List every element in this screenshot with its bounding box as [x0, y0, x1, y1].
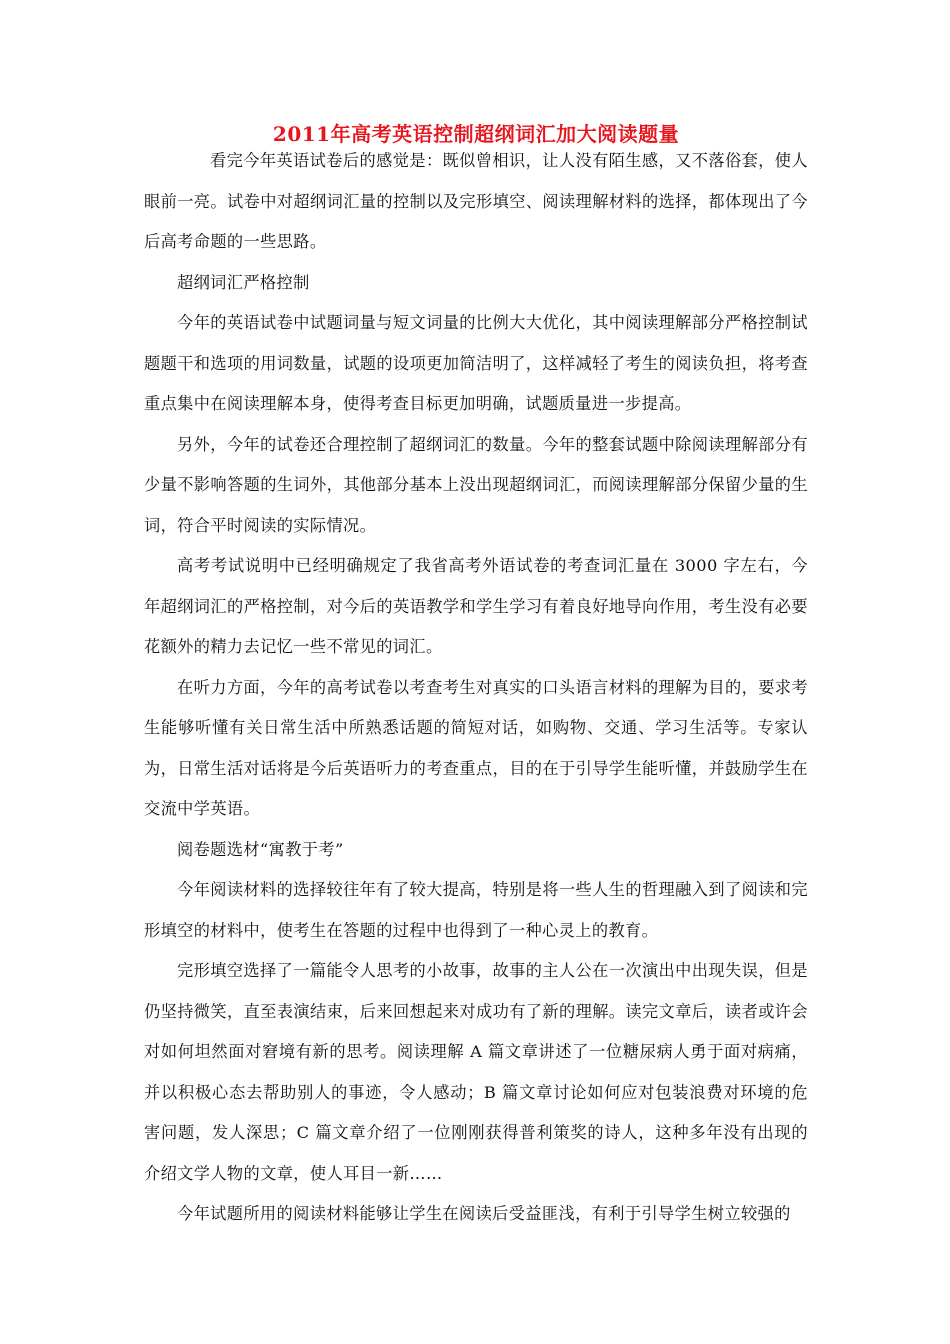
- paragraph: 在听力方面，今年的高考试卷以考查考生对真实的口头语言材料的理解为目的，要求考生能够听懂有关日常生活中所熟悉话题的简短对话，如购物、交通、学习生活等。专家认为，日常生活对话将是今后英语听力的考查重点，目的在于引导学生能听懂，并鼓励学生在交流中学英语。: [144, 677, 808, 818]
- paragraph-intro: 看完今年英语试卷后的感觉是：既似曾相识，让人没有陌生感，又不落俗套，使人眼前一亮。试卷中对超纲词汇量的控制以及完形填空、阅读理解材料的选择，都体现出了今后高考命题的一些思路。: [144, 151, 808, 251]
- document-page: [144, 120, 808, 1235]
- paragraph: 今年的英语试卷中试题词量与短文词量的比例大大优化，其中阅读理解部分严格控制试题题干和选项的用词数量，试题的设项更加简洁明了，这样减轻了考生的阅读负担，将考查重点集中在阅读理解本身，使得考查目标更加明确，试题质量进一步提高。: [144, 313, 808, 413]
- paragraph: 今年试题所用的阅读材料能够让学生在阅读后受益匪浅，有利于引导学生树立较强的: [177, 1204, 791, 1223]
- paragraph: 今年阅读材料的选择较往年有了较大提高，特别是将一些人生的哲理融入到了阅读和完形填空的材料中，使考生在答题的过程中也得到了一种心灵上的教育。: [144, 880, 808, 940]
- document-title: 2011年高考英语控制超纲词汇加大阅读题量: [272, 122, 680, 146]
- section-heading-vocabulary: 超纲词汇严格控制: [177, 272, 310, 292]
- paragraph: 完形填空选择了一篇能令人思考的小故事，故事的主人公在一次演出中出现失误，但是仍坚持微笑，直至表演结束，后来回想起来对成功有了新的理解。读完文章后，读者或许会对如何坦然面对窘境有新的思考。阅读理解 A 篇文章讲述了一位糖尿病人勇于面对病痛，并以积极心态去帮助别人的事迹，令人感动；B 篇文章讨论如何应对包装浪费对环境的危害问题，发人深思；C 篇文章介绍了一位刚刚获得普利策奖的诗人，这种多年没有出现的介绍文学人物的文章，使人耳目一新……: [144, 961, 808, 1183]
- section-heading-reading: 阅卷题选材“寓教于考”: [177, 839, 344, 859]
- paragraph: 另外，今年的试卷还合理控制了超纲词汇的数量。今年的整套试题中除阅读理解部分有少量不影响答题的生词外，其他部分基本上没出现超纲词汇，而阅读理解部分保留少量的生词，符合平时阅读的实际情况。: [144, 434, 808, 535]
- paragraph: 高考考试说明中已经明确规定了我省高考外语试卷的考查词汇量在 3000 字左右，今年超纲词汇的严格控制，对今后的英语教学和学生学习有着良好地导向作用，考生没有必要花额外的精力去记忆一些不常见的词汇。: [144, 556, 808, 656]
